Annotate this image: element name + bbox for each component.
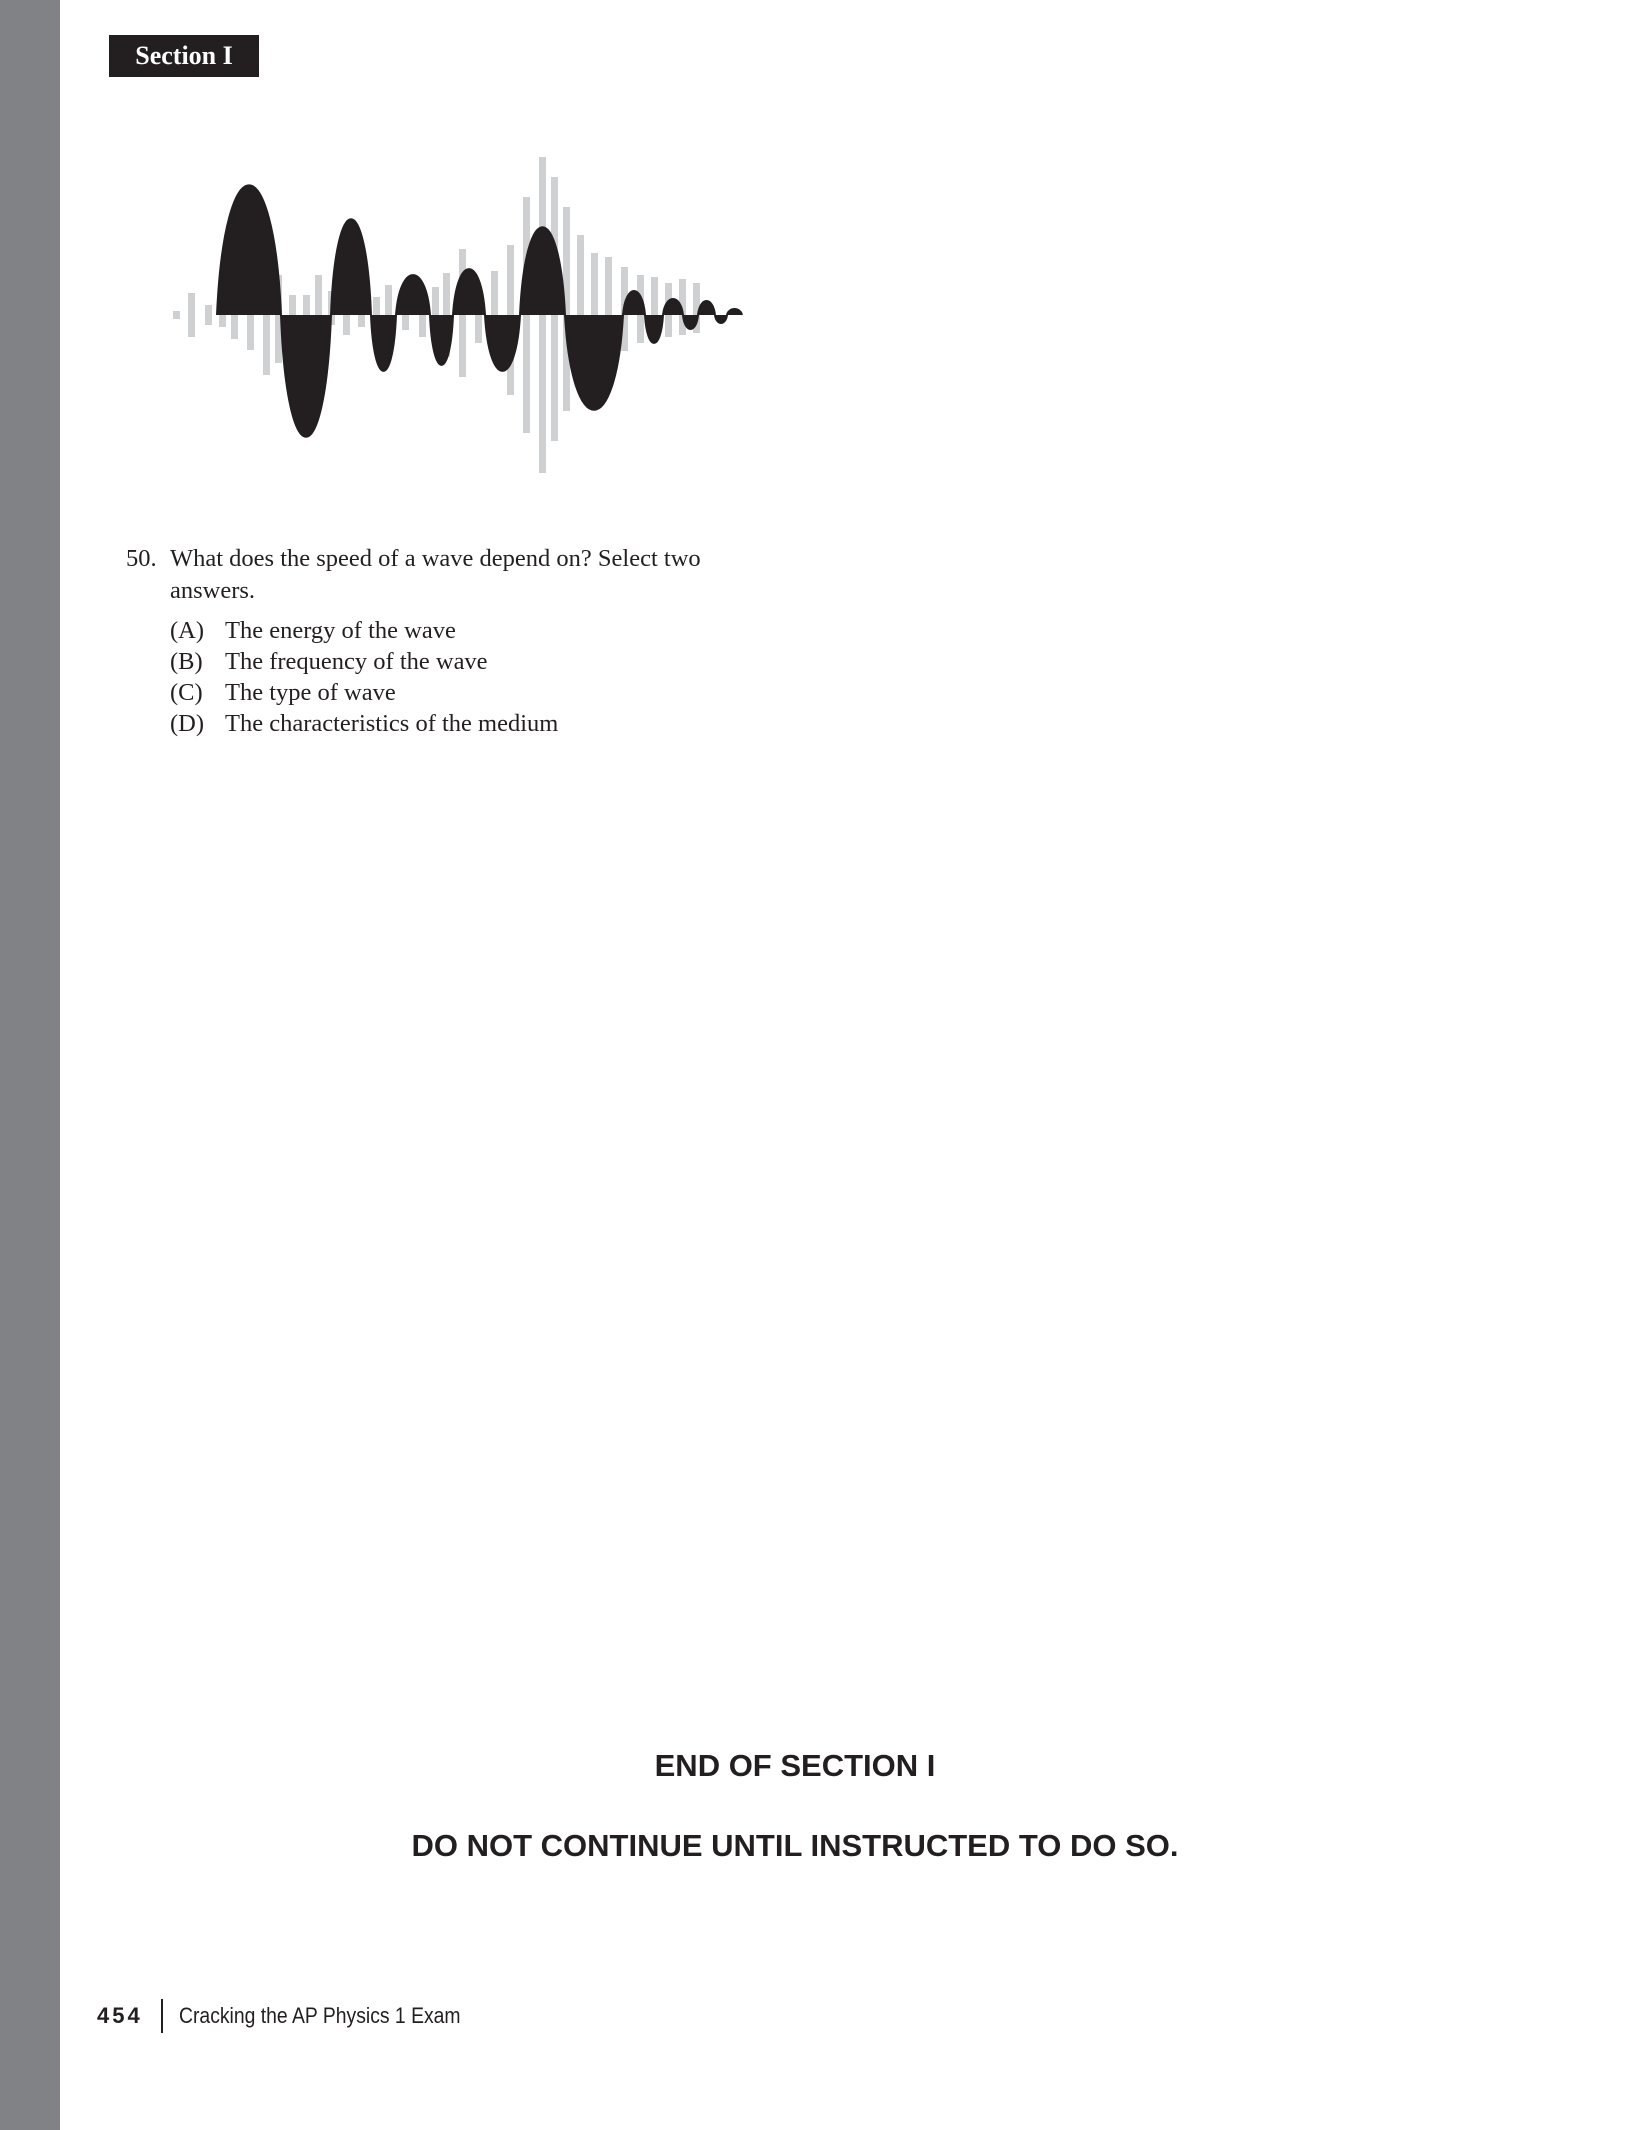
question-number: 50. <box>126 545 157 572</box>
do-not-continue-notice: DO NOT CONTINUE UNTIL INSTRUCTED TO DO SO. <box>411 1828 1179 1863</box>
page-footer <box>97 1998 499 2034</box>
choice-text: The energy of the wave <box>225 617 456 644</box>
choice-letter: (B) <box>170 648 203 675</box>
choice-d <box>170 708 766 739</box>
book-title: Cracking the AP Physics 1 Exam <box>178 2003 461 2028</box>
footer-divider <box>161 1999 163 2033</box>
choice-b <box>170 646 766 677</box>
wave-bar <box>173 311 180 319</box>
choice-c <box>170 677 766 708</box>
choice-letter: (A) <box>170 617 205 644</box>
end-of-section-title: END OF SECTION I <box>654 1748 936 1783</box>
choice-a <box>170 615 766 646</box>
choice-text: The frequency of the wave <box>225 648 488 675</box>
sound-wave-icon <box>165 140 765 495</box>
wave-bar <box>205 305 212 325</box>
side-margin-bar <box>0 0 60 2130</box>
question-text: What does the speed of a wave depend on? Select two answers. <box>170 545 701 604</box>
choice-letter: (C) <box>170 679 203 706</box>
choice-text: The type of wave <box>225 679 396 706</box>
choice-letter: (D) <box>170 710 205 737</box>
wave-bar <box>188 293 195 337</box>
choice-text: The characteristics of the medium <box>225 710 559 737</box>
question-50 <box>126 543 766 739</box>
answer-choices <box>170 615 766 739</box>
section-label: Section I <box>109 35 259 77</box>
page-number: 454 <box>97 2003 143 2028</box>
